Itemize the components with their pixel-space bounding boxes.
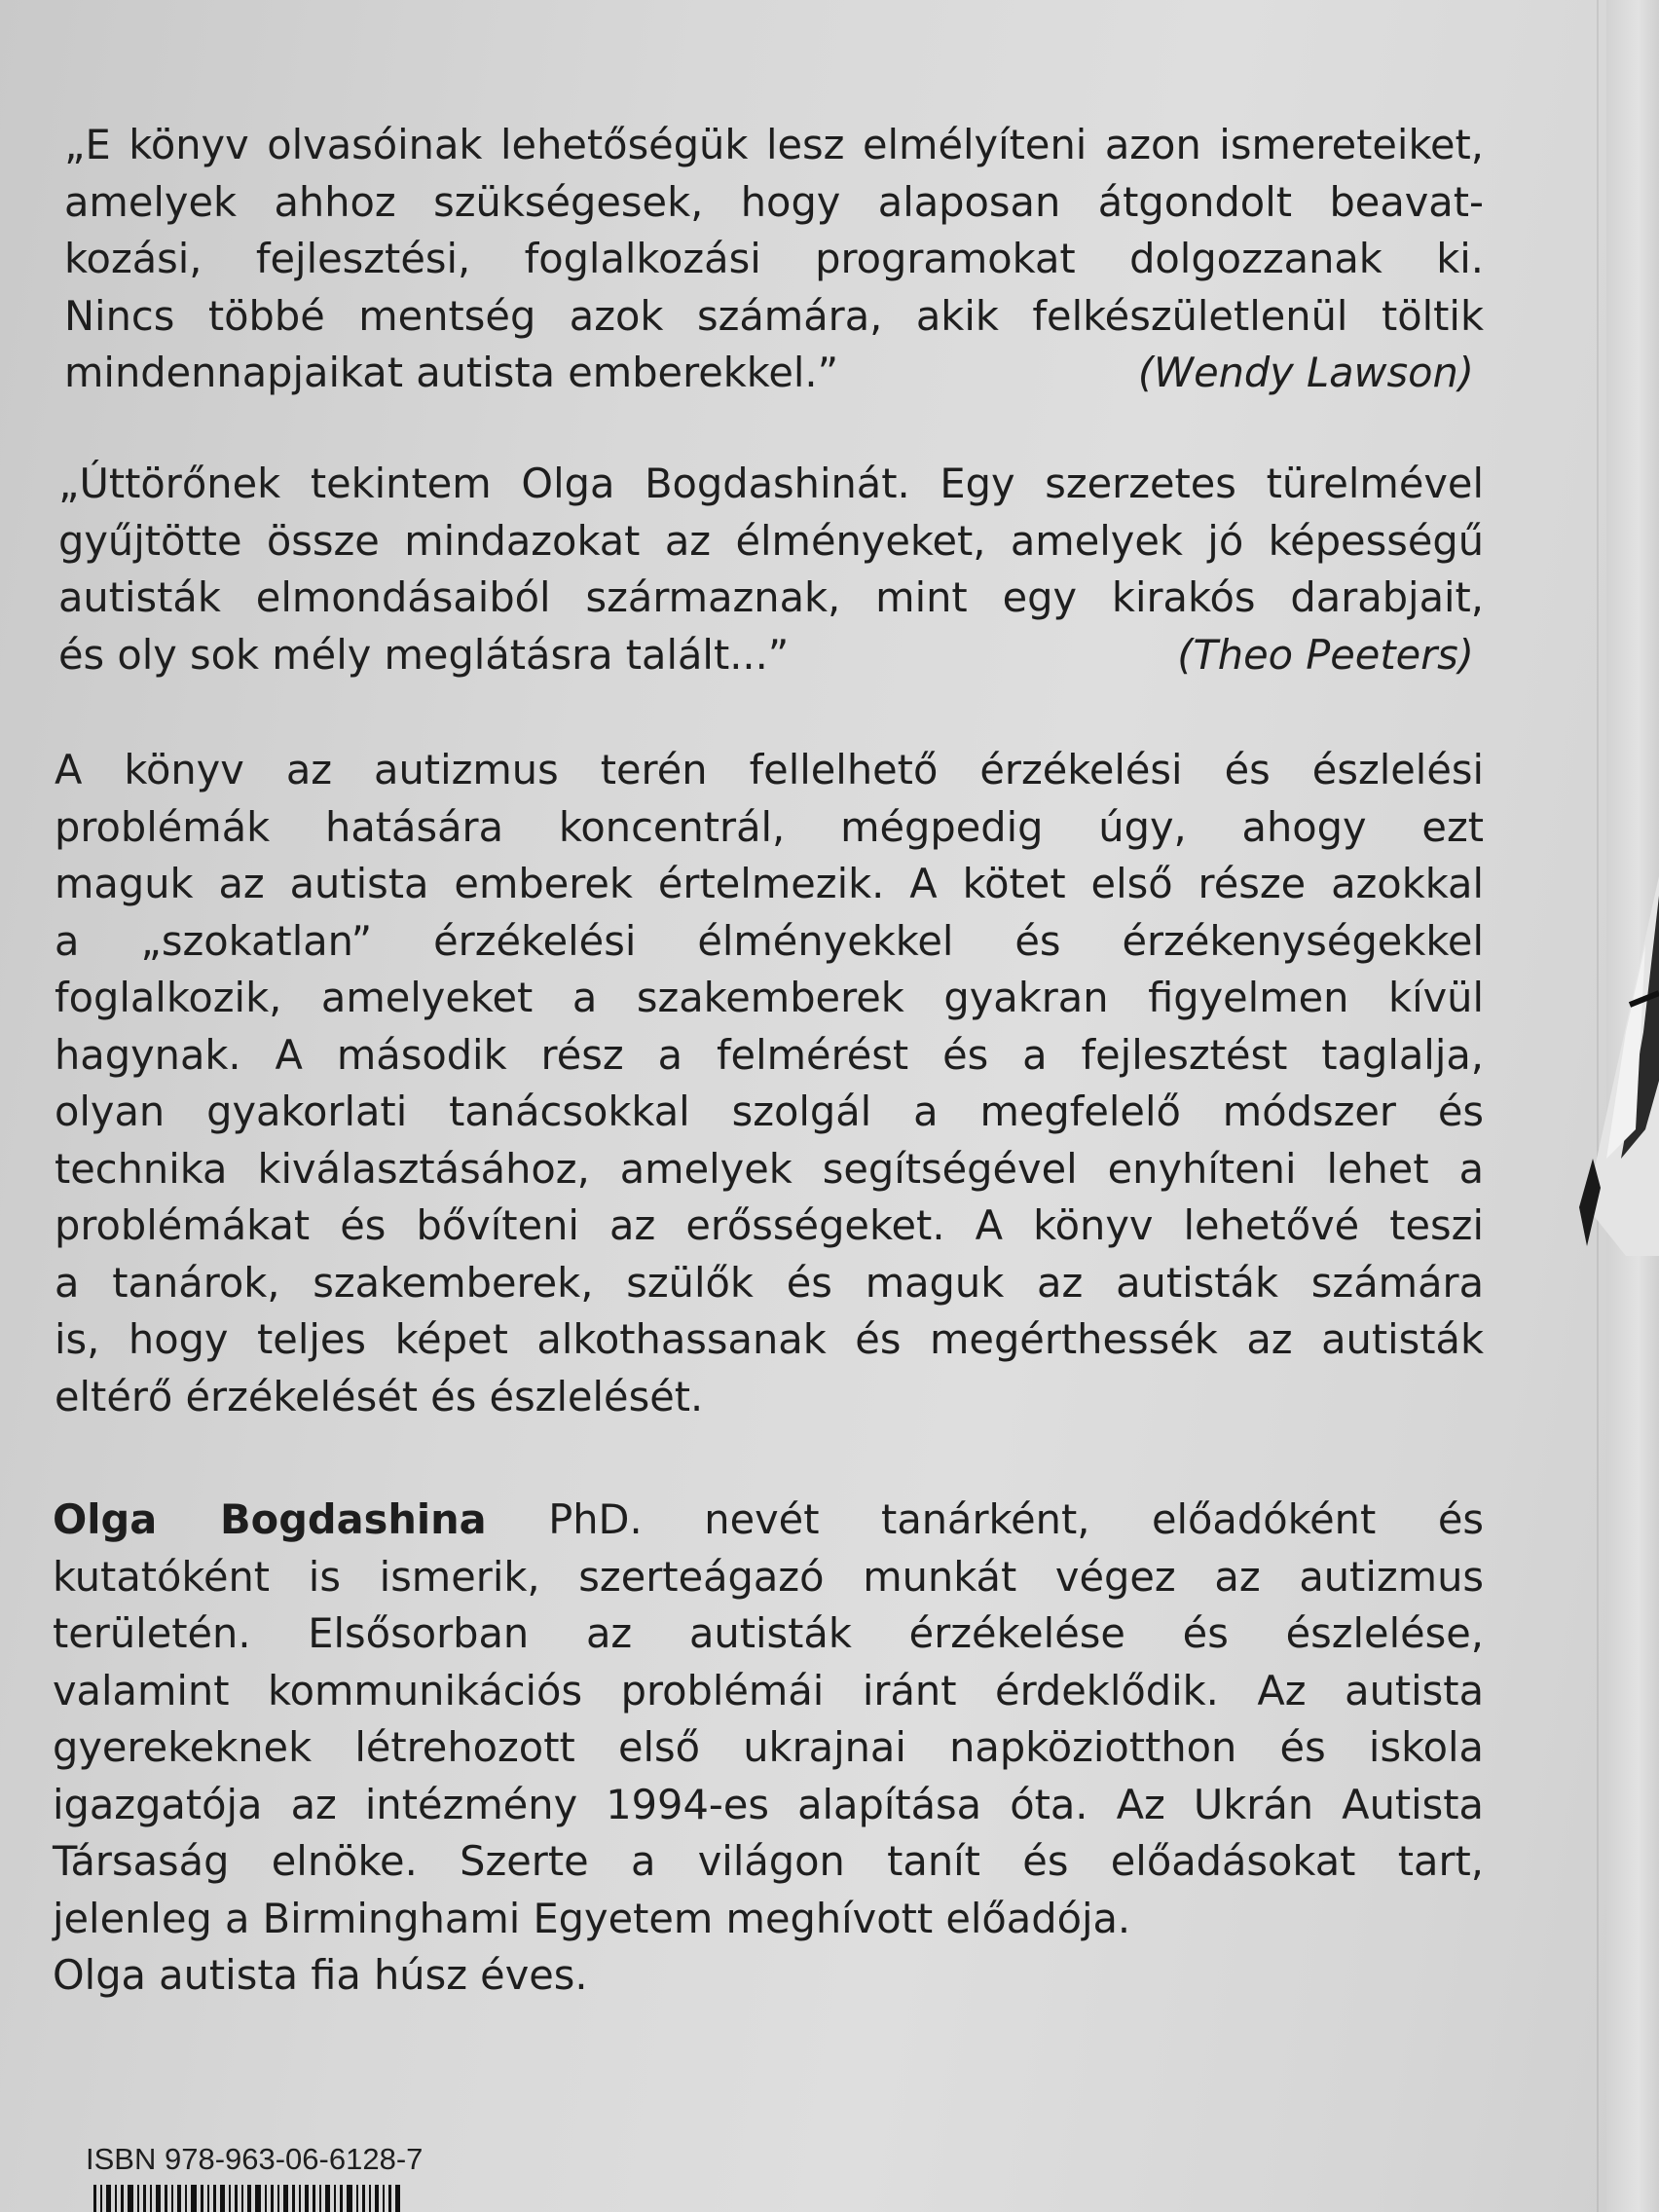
quote-wendy-lawson [64, 117, 1484, 402]
description-line: hagynak. A második rész a felmérést és a fejlesztést taglalja, [55, 1030, 1484, 1079]
description-line: a tanárok, szakemberek, szülők és maguk az autisták számára [55, 1258, 1484, 1307]
book-description [55, 742, 1484, 1425]
quote-closing-line [58, 627, 1484, 684]
author-bio-line: területén. Elsősorban az autisták érzékelése és észlelése, [53, 1609, 1484, 1657]
quote-attribution: (Wendy Lawson) [1137, 349, 1474, 396]
quote-line: kozási, fejlesztési, foglalkozási programokat dolgozzanak ki. [64, 235, 1484, 282]
barcode [93, 2185, 454, 2212]
quote-attribution: (Theo Peeters) [1177, 630, 1474, 679]
quote-line: „Úttörőnek tekintem Olga Bogdashinát. Egy szerzetes türelmével [58, 460, 1484, 507]
description-line: foglalkozik, amelyeket a szakemberek gyakran figyelmen kívül [55, 974, 1484, 1021]
description-line: maguk az autista emberek értelmezik. A kötet első része azokkal [55, 860, 1484, 907]
quote-line: „E könyv olvasóinak lehetőségük lesz elmélyíteni azon ismereteiket, [64, 121, 1484, 168]
author-bio-line: igazgatója az intézmény 1994-es alapítása óta. Az Ukrán Autista [53, 1780, 1484, 1828]
description-line: problémákat és bővíteni az erősségeket. A könyv lehetővé teszi [55, 1201, 1484, 1249]
quote-closing-line [64, 345, 1484, 402]
isbn-number: ISBN 978-963-06-6128-7 [86, 2142, 424, 2176]
author-bio-line: jelenleg a Birminghami Egyetem meghívott előadója. [53, 1894, 1131, 1942]
author-bio-line: Társaság elnöke. Szerte a világon tanít és előadásokat tart, [53, 1837, 1484, 1885]
book-corner-art [1529, 837, 1659, 1256]
author-bio-line: kutatóként is ismerik, szerteágazó munkát végez az autizmus [53, 1552, 1484, 1601]
quote-line: autisták elmondásaiból származnak, mint egy kirakós darabjait, [58, 573, 1484, 621]
description-line: olyan gyakorlati tanácsokkal szolgál a megfelelő módszer és [55, 1088, 1484, 1135]
author-name: Olga Bogdashina [53, 1495, 487, 1543]
author-bio-line: gyerekeknek létrehozott első ukrajnai napköziotthon és iskola [53, 1723, 1484, 1771]
author-bio-first-line [53, 1492, 1484, 1549]
quote-theo-peeters [58, 456, 1484, 683]
author-bio-line: valamint kommunikációs problémái iránt érdeklődik. Az autista [53, 1666, 1484, 1714]
author-bio-line: Olga autista fia húsz éves. [53, 1951, 588, 1999]
description-line: eltérő érzékelését és észlelését. [55, 1372, 704, 1420]
quote-line: amelyek ahhoz szükségesek, hogy alaposan átgondolt beavat- [64, 177, 1484, 226]
quote-line: mindennapjaikat autista emberekkel.” [64, 349, 839, 396]
quote-line: gyűjtötte össze mindazokat az élményeket, amelyek jó képességű [58, 516, 1484, 565]
description-line: problémák hatására koncentrál, mégpedig úgy, ahogy ezt [55, 802, 1484, 851]
author-bio-text: PhD. nevét tanárként, előadóként és [486, 1495, 1484, 1543]
description-line: technika kiválasztásához, amelyek segítségével enyhíteni lehet a [55, 1144, 1484, 1193]
description-line: a „szokatlan” érzékelési élményekkel és érzékenységekkel [55, 916, 1484, 965]
author-bio [53, 1492, 1484, 2005]
quote-line: és oly sok mély meglátásra talált...” [58, 630, 790, 679]
description-line: A könyv az autizmus terén fellelhető érzékelési és észlelési [55, 746, 1484, 793]
description-line: is, hogy teljes képet alkothassanak és megérthessék az autisták [55, 1315, 1484, 1363]
quote-line: Nincs többé mentség azok számára, akik felkészületlenül töltik [64, 291, 1484, 340]
